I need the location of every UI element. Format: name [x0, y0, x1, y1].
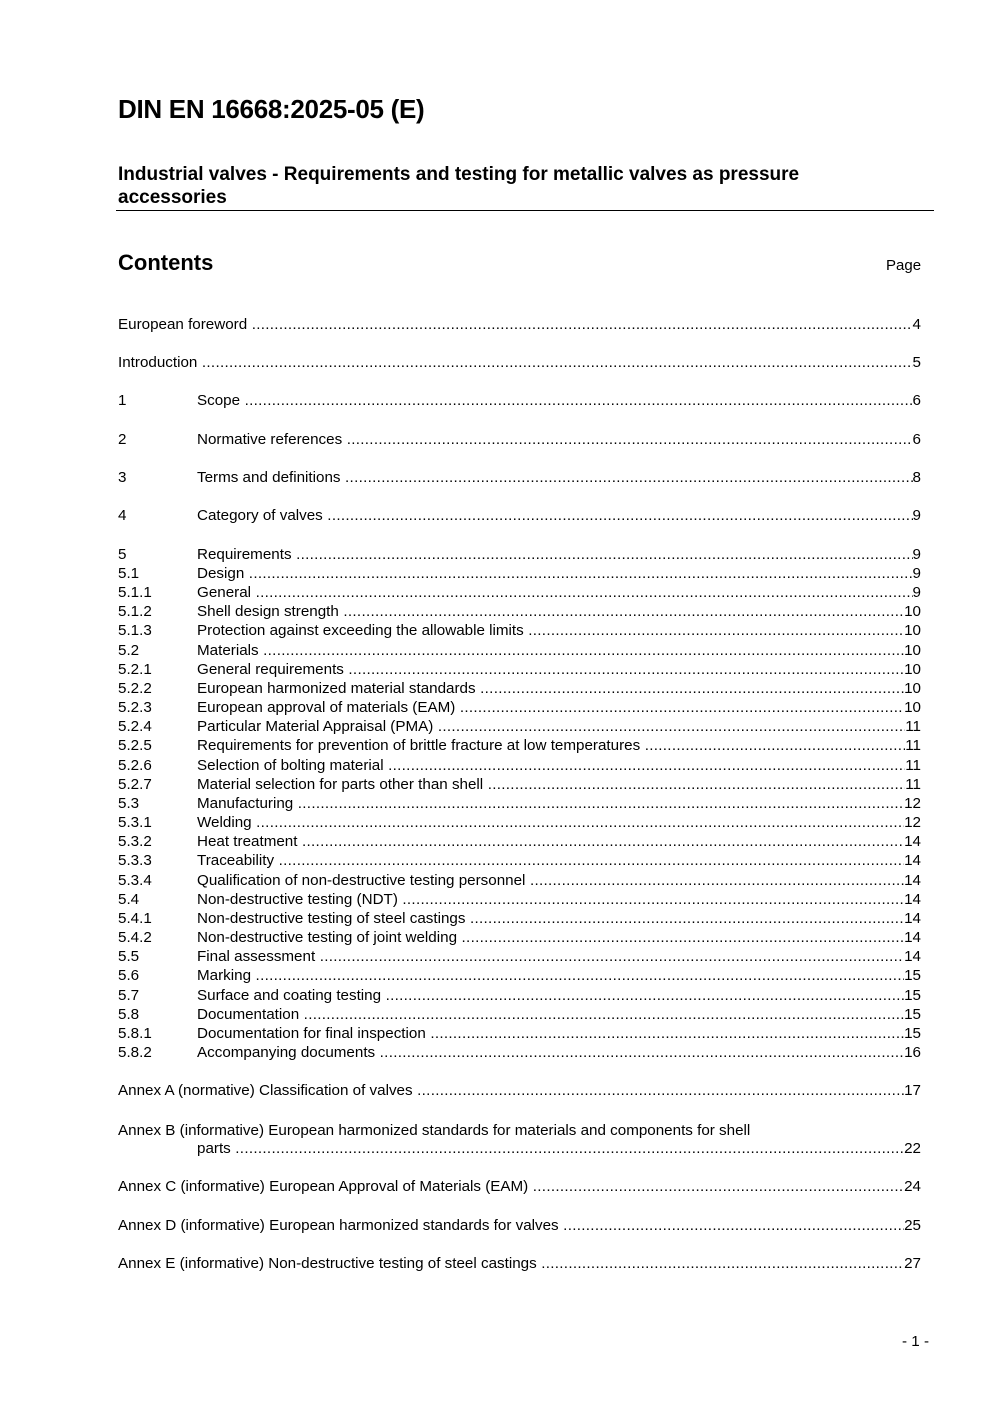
toc-entry[interactable] [118, 641, 921, 660]
toc-title: Annex D (informative) European harmonized standards for valves ..... [118, 1216, 904, 1235]
toc-title: Qualification of non-destructive testing personnel ..... [197, 871, 904, 890]
toc-page: 6 [912, 431, 921, 448]
toc-title: Shell design strength ..... [197, 602, 904, 621]
toc-page: 15 [904, 1006, 921, 1023]
toc-number: 5.4.2 [118, 929, 152, 946]
toc-entry[interactable] [118, 660, 921, 679]
toc-page: 10 [904, 603, 921, 620]
toc-entry[interactable] [118, 621, 921, 640]
toc-number: 5.2.5 [118, 737, 152, 754]
toc-page: 11 [905, 757, 921, 774]
toc-page: 14 [904, 929, 921, 946]
toc-entry[interactable] [118, 871, 921, 890]
toc-title: Protection against exceeding the allowable limits ..... [197, 621, 904, 640]
toc-entry[interactable] [118, 794, 921, 813]
toc-number: 5.2.4 [118, 718, 152, 735]
toc-page: 10 [904, 661, 921, 678]
toc-page: 14 [904, 852, 921, 869]
toc-title: Category of valves ..... [197, 506, 913, 525]
toc-entry[interactable] [118, 717, 921, 736]
toc-page: 15 [904, 967, 921, 984]
toc-number: 5.8 [118, 1006, 140, 1023]
page-column-label: Page [886, 257, 922, 274]
toc-number: 5.8.2 [118, 1044, 152, 1061]
toc-number: 5.1.2 [118, 603, 152, 620]
toc-entry[interactable] [118, 986, 921, 1005]
toc-page: 16 [904, 1044, 921, 1061]
toc-entry[interactable] [118, 698, 921, 717]
toc-page: 9 [912, 546, 921, 563]
toc-number: 5.1.3 [118, 622, 152, 639]
toc-title: Annex C (informative) European Approval of Materials (EAM) ..... [118, 1177, 904, 1196]
toc-page: 10 [904, 622, 921, 639]
toc-page: 14 [904, 891, 921, 908]
toc-entry-annex-e[interactable] [118, 1254, 921, 1273]
toc-entry[interactable] [118, 909, 921, 928]
toc-number: 5.2 [118, 642, 140, 659]
toc-entry[interactable] [118, 1024, 921, 1043]
toc-entry[interactable] [118, 736, 921, 755]
toc-title: Accompanying documents ..... [197, 1043, 904, 1062]
toc-title: Particular Material Appraisal (PMA) ..... [197, 717, 905, 736]
toc-entry[interactable] [118, 679, 921, 698]
toc-number: 5.4 [118, 891, 140, 908]
toc-entry[interactable] [118, 468, 921, 487]
toc-page: 11 [905, 718, 921, 735]
toc-entry[interactable] [118, 1005, 921, 1024]
toc-title: Materials ..... [197, 641, 904, 660]
toc-entry-annex-b-line1[interactable]: Annex B (informative) European harmonized standards for materials and components for shell [118, 1122, 751, 1139]
contents-heading: Contents [118, 250, 214, 275]
toc-page: 10 [904, 680, 921, 697]
toc-entry[interactable] [118, 756, 921, 775]
toc-title: Design ..... [197, 564, 913, 583]
toc-entry[interactable] [118, 564, 921, 583]
toc-number: 2 [118, 431, 127, 448]
toc-entry[interactable] [118, 315, 921, 334]
toc-entry-annex-c[interactable] [118, 1177, 921, 1196]
toc-entry[interactable] [118, 1043, 921, 1062]
toc-entry[interactable] [118, 602, 921, 621]
toc-number: 5.6 [118, 967, 140, 984]
toc-title: Requirements for prevention of brittle fracture at low temperatures ..... [197, 736, 905, 755]
toc-title: Welding ..... [197, 813, 904, 832]
toc-title: European approval of materials (EAM) ..... [197, 698, 904, 717]
toc-number: 4 [118, 507, 127, 524]
toc-number: 5.2.6 [118, 757, 152, 774]
toc-entry[interactable] [118, 775, 921, 794]
toc-title: Selection of bolting material ..... [197, 756, 905, 775]
toc-title: Introduction ..... [118, 353, 913, 372]
document-title: DIN EN 16668:2025-05 (E) [118, 94, 425, 124]
toc-title: Non-destructive testing of steel castings ..... [197, 909, 904, 928]
toc-number: 5.2.7 [118, 776, 152, 793]
toc-page: 8 [912, 469, 921, 486]
toc-entry-annex-d[interactable] [118, 1216, 921, 1235]
toc-number: 5.8.1 [118, 1025, 152, 1042]
toc-entry[interactable] [118, 583, 921, 602]
toc-title: Heat treatment ..... [197, 832, 904, 851]
toc-title: General requirements ..... [197, 660, 904, 679]
toc-page: 14 [904, 872, 921, 889]
toc-title: Marking ..... [197, 966, 904, 985]
toc-page: 14 [904, 948, 921, 965]
toc-title: Traceability ..... [197, 851, 904, 870]
toc-page: 9 [912, 507, 921, 524]
toc-title: Surface and coating testing ..... [197, 986, 904, 1005]
toc-entry[interactable] [118, 966, 921, 985]
toc-number: 5.5 [118, 948, 140, 965]
toc-entry[interactable] [118, 353, 921, 372]
toc-entry[interactable] [118, 928, 921, 947]
toc-title: Documentation for final inspection ..... [197, 1024, 904, 1043]
toc-page: 4 [912, 316, 921, 333]
toc-page: 10 [904, 699, 921, 716]
document-subtitle: Industrial valves - Requirements and testing for metallic valves as pressure accessories [118, 164, 800, 208]
toc-number: 5.7 [118, 987, 140, 1004]
toc-number: 5 [118, 546, 127, 563]
toc-title: Requirements ..... [197, 545, 913, 564]
toc-title: parts ..... [197, 1139, 904, 1158]
toc-page: 22 [904, 1140, 921, 1157]
toc-page: 12 [904, 795, 921, 812]
toc-page: 17 [904, 1082, 921, 1099]
toc-number: 5.2.3 [118, 699, 152, 716]
toc-entry[interactable] [118, 545, 921, 564]
toc-number: 3 [118, 469, 127, 486]
toc-entry[interactable] [118, 506, 921, 525]
toc-page: 24 [904, 1178, 921, 1195]
toc-entry[interactable] [118, 430, 921, 449]
toc-page: 27 [904, 1255, 921, 1272]
toc-title: European harmonized material standards ..... [197, 679, 904, 698]
toc-title: Final assessment ..... [197, 947, 904, 966]
toc-title: European foreword ..... [118, 315, 913, 334]
toc-entry[interactable] [118, 947, 921, 966]
toc-number: 5.3.1 [118, 814, 152, 831]
title-divider [116, 210, 934, 211]
toc-number: 5.3.3 [118, 852, 152, 869]
toc-page: 14 [904, 910, 921, 927]
toc-page: 14 [904, 833, 921, 850]
toc-title: Non-destructive testing (NDT) ..... [197, 890, 904, 909]
toc-entry[interactable] [118, 391, 921, 410]
toc-title: Scope ..... [197, 391, 913, 410]
toc-page: 12 [904, 814, 921, 831]
toc-number: 5.2.2 [118, 680, 152, 697]
toc-title: Annex A (normative) Classification of valves ..... [118, 1081, 904, 1100]
toc-page: 15 [904, 987, 921, 1004]
toc-number: 5.3 [118, 795, 140, 812]
toc-entry[interactable] [118, 890, 921, 909]
toc-number: 5.1.1 [118, 584, 152, 601]
toc-entry-annex-a[interactable] [118, 1081, 921, 1100]
toc-entry[interactable] [118, 832, 921, 851]
toc-title: Terms and definitions ..... [197, 468, 913, 487]
toc-page: 9 [912, 584, 921, 601]
toc-number: 5.1 [118, 565, 140, 582]
toc-title: Documentation ..... [197, 1005, 904, 1024]
toc-page: 15 [904, 1025, 921, 1042]
toc-number: 1 [118, 392, 127, 409]
toc-number: 5.4.1 [118, 910, 152, 927]
toc-number: 5.3.2 [118, 833, 152, 850]
toc-title: Manufacturing ..... [197, 794, 904, 813]
toc-title: Material selection for parts other than shell ..... [197, 775, 905, 794]
toc-page: 11 [905, 776, 921, 793]
toc-page: 10 [904, 642, 921, 659]
toc-page: 5 [912, 354, 921, 371]
toc-entry-annex-b[interactable] [118, 1139, 921, 1158]
toc-entry[interactable] [118, 851, 921, 870]
toc-title: Normative references ..... [197, 430, 913, 449]
toc-entry[interactable] [118, 813, 921, 832]
toc-number: 5.2.1 [118, 661, 152, 678]
toc-title: General ..... [197, 583, 913, 602]
toc-title: Annex E (informative) Non-destructive testing of steel castings ..... [118, 1254, 904, 1273]
page-number: - 1 - [902, 1333, 930, 1350]
toc-title: Non-destructive testing of joint welding ..... [197, 928, 904, 947]
toc-page: 25 [904, 1217, 921, 1234]
toc-number: 5.3.4 [118, 872, 152, 889]
toc-page: 11 [905, 737, 921, 754]
toc-page: 9 [912, 565, 921, 582]
toc-page: 6 [912, 392, 921, 409]
